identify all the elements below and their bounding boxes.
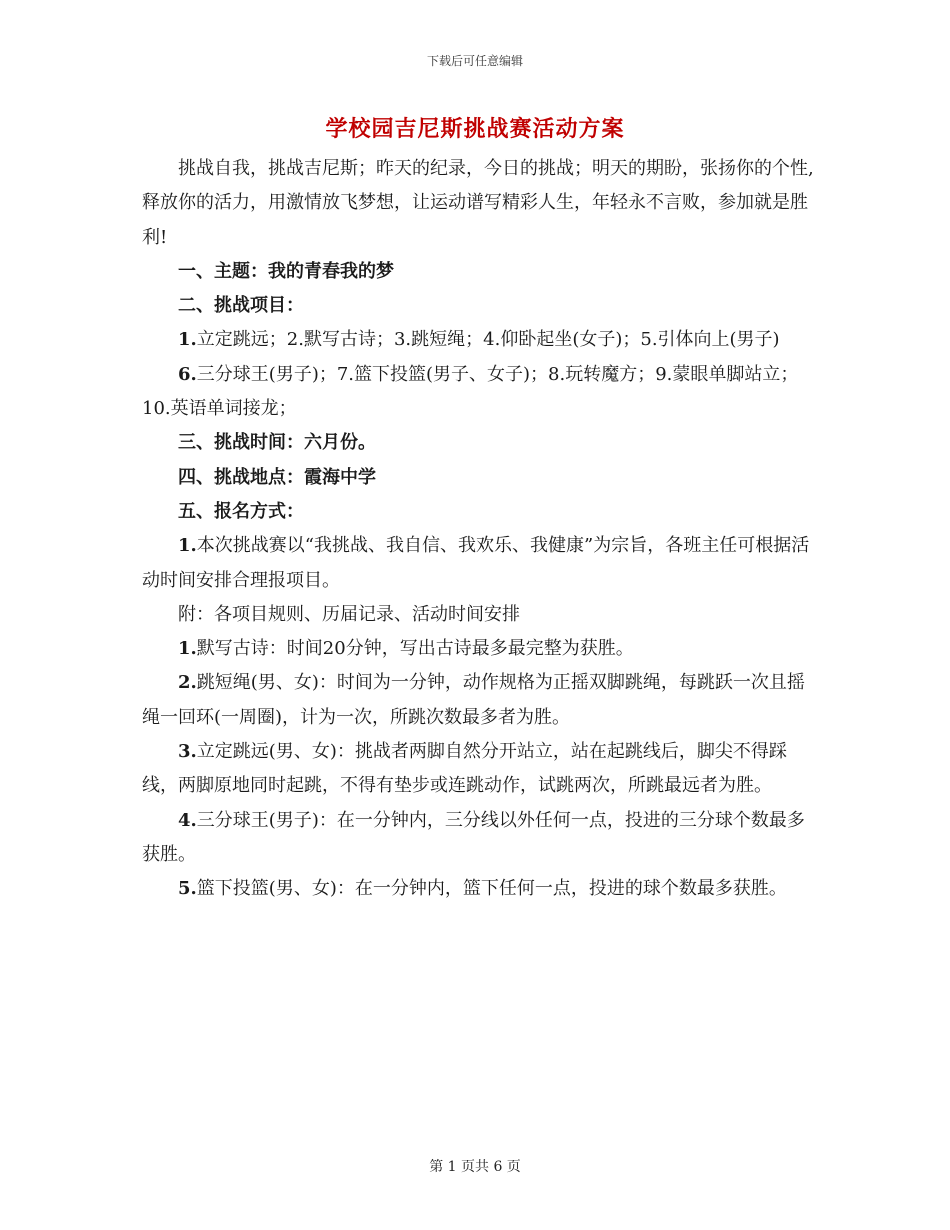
section-time: 三、挑战时间：六月份。 (178, 432, 376, 454)
section-place: 四、挑战地点：霞海中学 (178, 466, 376, 488)
rule-text: 篮下投篮(男、女)：在一分钟内，篮下任何一点，投进的球个数最多获胜。 (196, 878, 787, 900)
rule-item (142, 804, 822, 873)
document-title: 学校园吉尼斯挑战赛活动方案 (325, 116, 625, 142)
signup-paragraph (142, 529, 822, 598)
rule-item (142, 872, 822, 906)
rule-number: 5. (178, 878, 197, 900)
section-items-heading: 二、挑战项目： (178, 295, 304, 317)
item-text: 本次挑战赛以“我挑战、我自信、我欢乐、我健康”为宗旨，各班主任可根据活动时间安排合理报项目。 (142, 535, 810, 591)
header-note: 下载后可任意编辑 (426, 54, 523, 68)
rule-text: 默写古诗：时间20分钟，写出古诗最多最完整为获胜。 (196, 638, 634, 660)
rule-text: 跳短绳(男、女)：时间为一分钟，动作规格为正摇双脚跳绳，每跳跃一次且摇绳一回环(一周圈)，计为一次，所跳次数最多者为胜。 (142, 672, 805, 728)
rule-number: 3. (178, 741, 197, 763)
document-body (142, 152, 822, 907)
rule-item (142, 666, 822, 735)
rule-number: 2. (178, 672, 197, 694)
items-paragraph-2 (142, 358, 822, 427)
item-text: 立定跳远；2.默写古诗；3.跳短绳；4.仰卧起坐(女子)；5.引体向上(男子) (196, 329, 780, 351)
item-number: 1. (178, 535, 197, 557)
rule-item (142, 735, 822, 804)
rule-item (142, 632, 822, 666)
rule-text: 立定跳远(男、女)：挑战者两脚自然分开站立，站在起跳线后，脚尖不得踩线，两脚原地同时起跳，不得有垫步或连跳动作，试跳两次，所跳最远者为胜。 (142, 741, 787, 797)
section-signup-heading: 五、报名方式： (178, 500, 304, 522)
intro-paragraph: 挑战自我，挑战吉尼斯；昨天的纪录，今日的挑战；明天的期盼，张扬你的个性,释放你的活力，用激情放飞梦想，让运动谱写精彩人生，年轻永不言败，参加就是胜利! (142, 158, 814, 248)
item-number: 6. (178, 363, 197, 385)
appendix-line: 附：各项目规则、历届记录、活动时间安排 (178, 603, 520, 625)
section-theme: 一、主题：我的青春我的梦 (178, 260, 394, 282)
items-paragraph-1 (142, 323, 822, 357)
rule-number: 1. (178, 638, 197, 660)
rule-text: 三分球王(男子)：在一分钟内，三分线以外任何一点，投进的三分球个数最多获胜。 (142, 809, 805, 865)
rule-number: 4. (178, 809, 197, 831)
item-text: 三分球王(男子)；7.篮下投篮(男子、女子)；8.玩转魔方；9.蒙眼单脚站立；10.英语单词接龙； (142, 363, 799, 420)
item-number: 1. (178, 329, 197, 351)
page-footer: 第 1 页共 6 页 (429, 1159, 521, 1175)
